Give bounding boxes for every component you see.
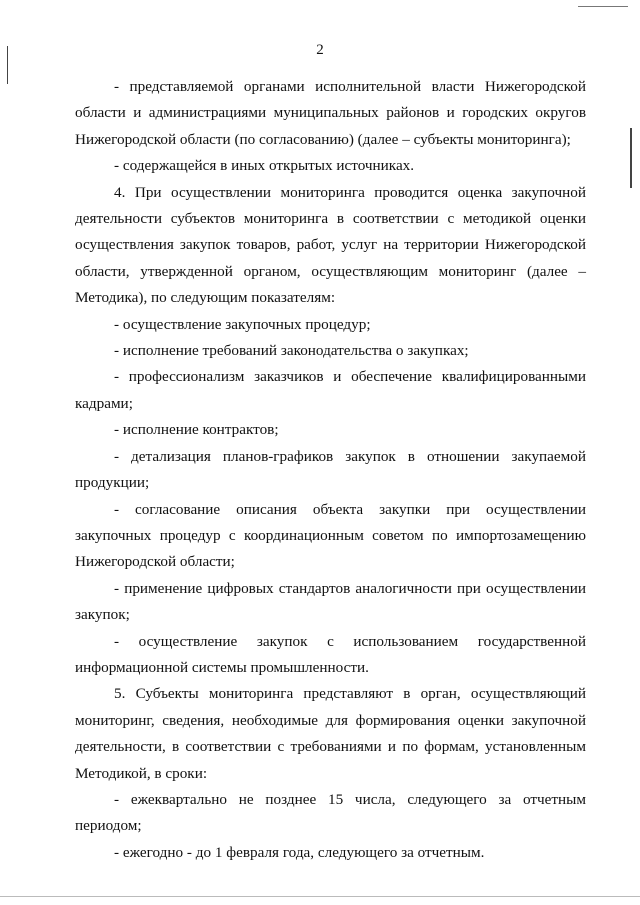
paragraph: - осуществление закупочных процедур; [114,315,371,333]
paragraph: - исполнение требований законодательства о закупках; [114,342,469,360]
paragraph: - представляемой органами исполнительной власти Нижегородской области и администрациями муниципальных районов и городских округов Нижегородской области (по согласованию) (далее – субъекты мониторинга); [75,78,586,148]
scan-bottom-line [0,896,640,897]
scan-top-dash [578,6,628,7]
paragraph: - содержащейся в иных открытых источниках. [114,157,415,175]
document-body [75,74,586,866]
paragraph: - детализация планов-графиков закупок в отношении закупаемой продукции; [75,447,586,492]
paragraph: 5. Субъекты мониторинга представляют в орган, осуществляющий мониторинг, сведения, необходимые для формирования оценки закупочной деятельности, в соответствии с требованиями и по формам, установленным Методикой, в сроки: [75,685,586,782]
paragraph: 4. При осуществлении мониторинга проводится оценка закупочной деятельности субъектов мониторинга в соответствии с методикой оценки осуществления закупок товаров, работ, услуг на территории Нижегородской области, утвержденной органом, осуществляющим мониторинг (далее – Методика), по следующим показателям: [75,183,586,307]
paragraph: - применение цифровых стандартов аналогичности при осуществлении закупок; [75,579,586,624]
scan-edge-right-mark [630,128,632,188]
paragraph: - согласование описания объекта закупки при осуществлении закупочных процедур с координационным советом по импортозамещению Нижегородской области; [75,500,586,571]
paragraph: - ежегодно - до 1 февраля года, следующего за отчетным. [114,843,485,861]
paragraph: - профессионализм заказчиков и обеспечение квалифицированными кадрами; [75,368,586,412]
paragraph: - ежеквартально не позднее 15 числа, следующего за отчетным периодом; [75,790,586,835]
paragraph: - исполнение контрактов; [114,421,279,439]
page-number: 2 [316,42,324,58]
paragraph: - осуществление закупок с использованием государственной информационной системы промышленности. [75,632,586,676]
